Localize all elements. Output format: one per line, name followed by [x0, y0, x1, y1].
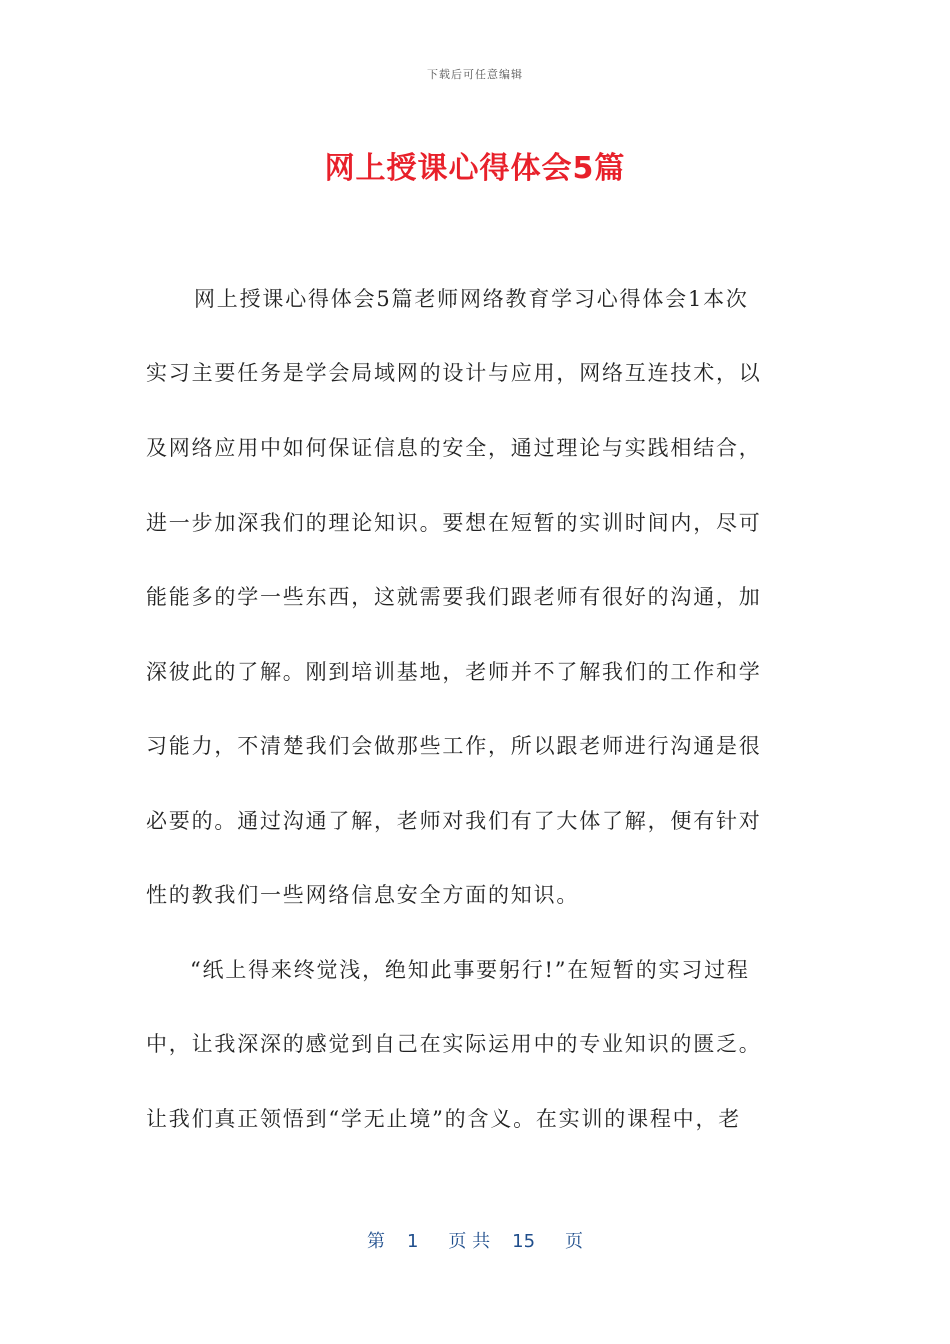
body-line: 能能多的学一些东西，这就需要我们跟老师有很好的沟通，加 — [146, 585, 762, 609]
body-line: 必要的。通过沟通了解，老师对我们有了大体了解，便有针对 — [146, 809, 762, 833]
footer-current-page: 1 — [406, 1231, 419, 1252]
body-line: 性的教我们一些网络信息安全方面的知识。 — [146, 883, 580, 907]
body-line: 实习主要任务是学会局域网的设计与应用，网络互连技术，以 — [146, 361, 762, 385]
page-footer — [0, 1227, 950, 1253]
document-title: 网上授课心得体会5篇 — [324, 151, 626, 186]
body-line: 网上授课心得体会5篇老师网络教育学习心得体会1本次 — [194, 287, 749, 311]
header-note: 下载后可任意编辑 — [427, 68, 523, 81]
body-line: 中，让我深深的感觉到自己在实际运用中的专业知识的匮乏。 — [146, 1032, 762, 1056]
body-line: 及网络应用中如何保证信息的安全，通过理论与实践相结合， — [146, 436, 762, 460]
body-line: 习能力，不清楚我们会做那些工作，所以跟老师进行沟通是很 — [146, 734, 762, 758]
footer-suffix: 页 — [565, 1231, 584, 1252]
body-line: “纸上得来终觉浅，绝知此事要躬行!”在短暂的实习过程 — [190, 958, 750, 982]
footer-total-pages: 15 — [512, 1231, 536, 1252]
body-line: 深彼此的了解。刚到培训基地，老师并不了解我们的工作和学 — [146, 660, 762, 684]
body-line: 让我们真正领悟到“学无止境”的含义。在实训的课程中，老 — [146, 1107, 742, 1131]
body-line: 进一步加深我们的理论知识。要想在短暂的实训时间内，尽可 — [146, 511, 762, 535]
footer-middle: 页 共 — [448, 1231, 491, 1252]
footer-prefix: 第 — [366, 1231, 385, 1252]
